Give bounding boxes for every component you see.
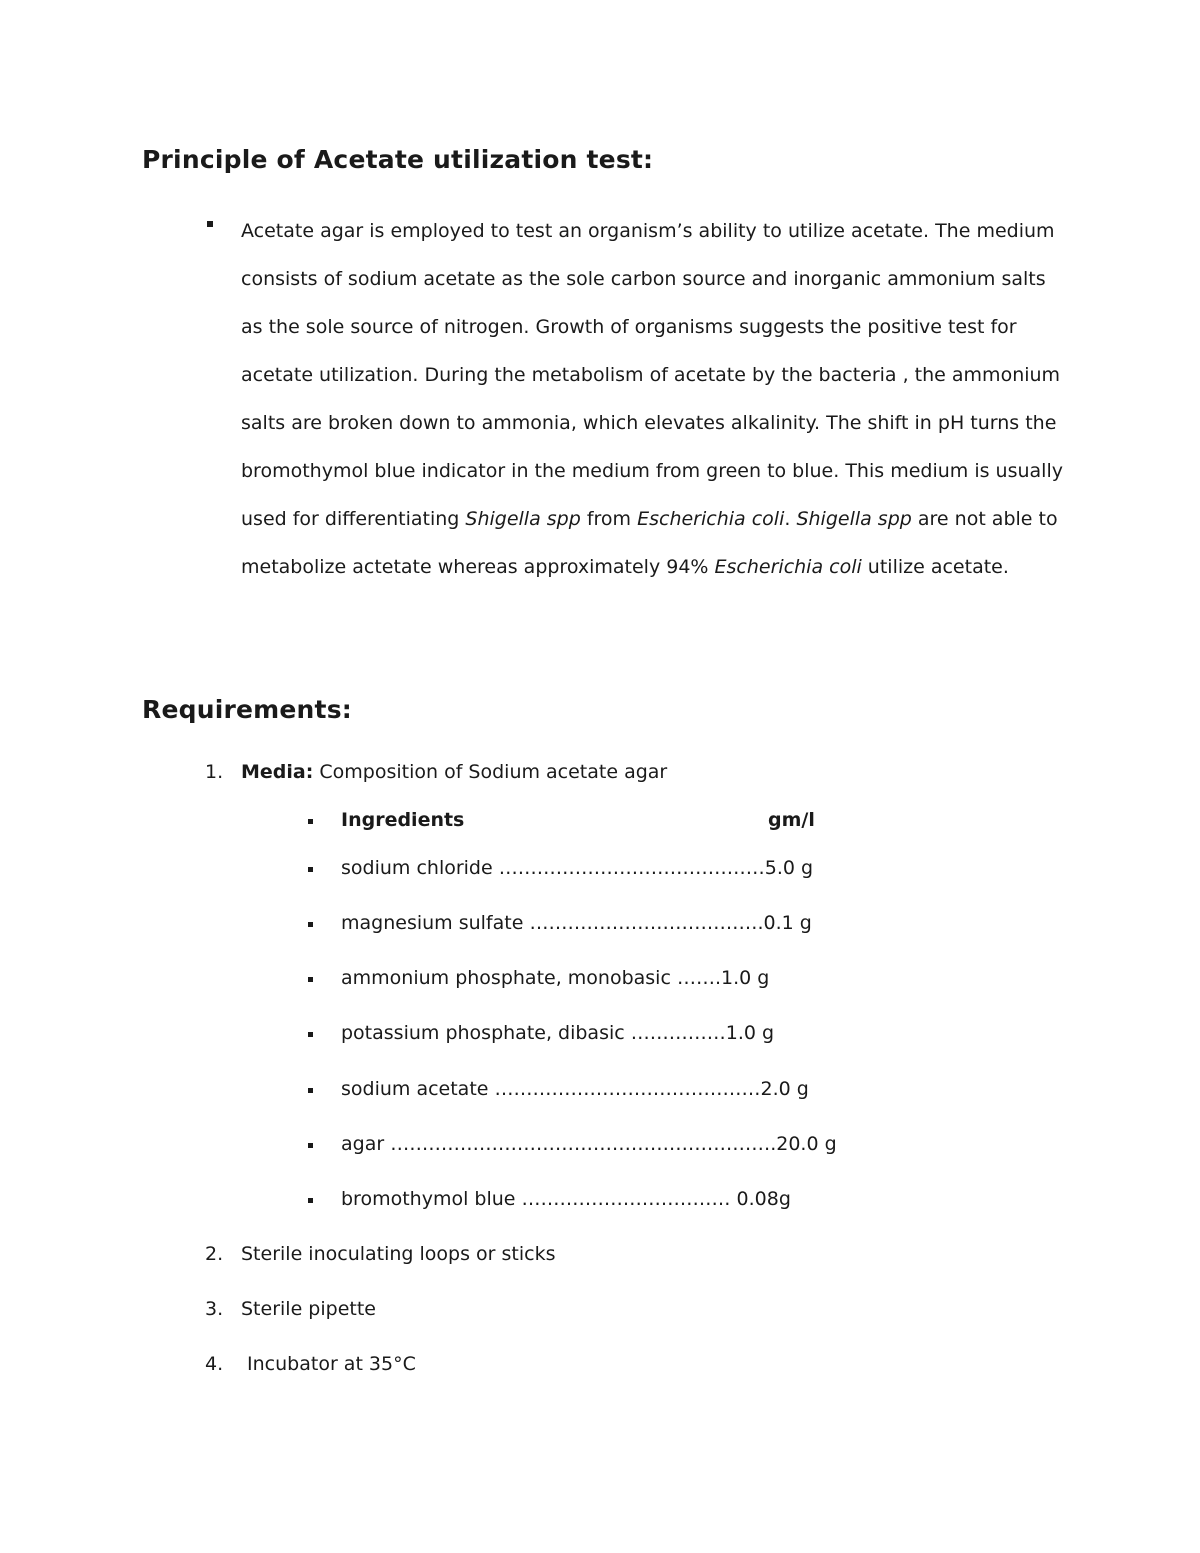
list-item-incubator: Incubator at 35°C bbox=[241, 1353, 416, 1375]
list-item-pipette: Sterile pipette bbox=[241, 1298, 376, 1320]
bullet-square-icon bbox=[207, 221, 213, 227]
bullet-square-icon bbox=[308, 1143, 313, 1148]
section-heading-requirements: Requirements: bbox=[142, 695, 352, 724]
ingredient-row: bromothymol blue …………………………… 0.08g bbox=[341, 1188, 791, 1210]
ingredients-header: Ingredients bbox=[341, 809, 465, 831]
bullet-square-icon bbox=[308, 922, 313, 927]
bullet-square-icon bbox=[308, 1198, 313, 1203]
ingredient-row: ammonium phosphate, monobasic …….1.0 g bbox=[341, 967, 770, 989]
bullet-square-icon bbox=[308, 1032, 313, 1037]
ingredient-row: potassium phosphate, dibasic ……………1.0 g bbox=[341, 1022, 775, 1044]
bullet-square-icon bbox=[308, 819, 313, 824]
list-number: 2. bbox=[205, 1243, 224, 1265]
bullet-square-icon bbox=[308, 977, 313, 982]
section-heading-principle: Principle of Acetate utilization test: bbox=[142, 145, 654, 174]
organism-name: Shigella spp bbox=[465, 508, 581, 530]
list-item-text: Composition of Sodium acetate agar bbox=[313, 761, 668, 783]
paragraph-text: from bbox=[580, 508, 638, 530]
principle-paragraph bbox=[241, 207, 1071, 591]
list-item-loops: Sterile inoculating loops or sticks bbox=[241, 1243, 556, 1265]
organism-name: Shigella spp bbox=[796, 508, 912, 530]
organism-name: Escherichia coli bbox=[637, 508, 785, 530]
list-number: 3. bbox=[205, 1298, 224, 1320]
paragraph-text: . bbox=[784, 508, 797, 530]
bullet-square-icon bbox=[308, 1088, 313, 1093]
organism-name: Escherichia coli bbox=[714, 556, 862, 578]
list-number: 1. bbox=[205, 761, 224, 783]
list-item-label: Media: bbox=[241, 761, 314, 783]
paragraph-text: Acetate agar is employed to test an organism’s ability to utilize acetate. The medium consists of sodium acetate as the sole carbon source and inorganic ammonium salts as the sole source of nitrogen. Growth of organisms suggests the positive test for acetate utilization. During the metabolism of acetate by the bacteria , the ammonium salts are broken down to ammonia, which elevates alkalinity. The shift in pH turns the bromothymol blue indicator in the medium from green to blue. This medium is usually used for differentiating bbox=[241, 220, 1063, 530]
list-number: 4. bbox=[205, 1353, 224, 1375]
paragraph-text: utilize acetate. bbox=[861, 556, 1009, 578]
ingredient-row: magnesium sulfate ……………………………….0.1 g bbox=[341, 912, 812, 934]
ingredient-row: agar …………………………………………………….20.0 g bbox=[341, 1133, 837, 1155]
bullet-square-icon bbox=[308, 867, 313, 872]
ingredient-row: sodium chloride ……………………………………5.0 g bbox=[341, 857, 814, 879]
ingredients-unit-header: gm/l bbox=[768, 809, 815, 831]
ingredient-row: sodium acetate ……………………………………2.0 g bbox=[341, 1078, 809, 1100]
paragraph-text: are not able to metabolize actetate whereas approximately 94% bbox=[241, 508, 1058, 578]
list-item-media bbox=[241, 761, 667, 783]
